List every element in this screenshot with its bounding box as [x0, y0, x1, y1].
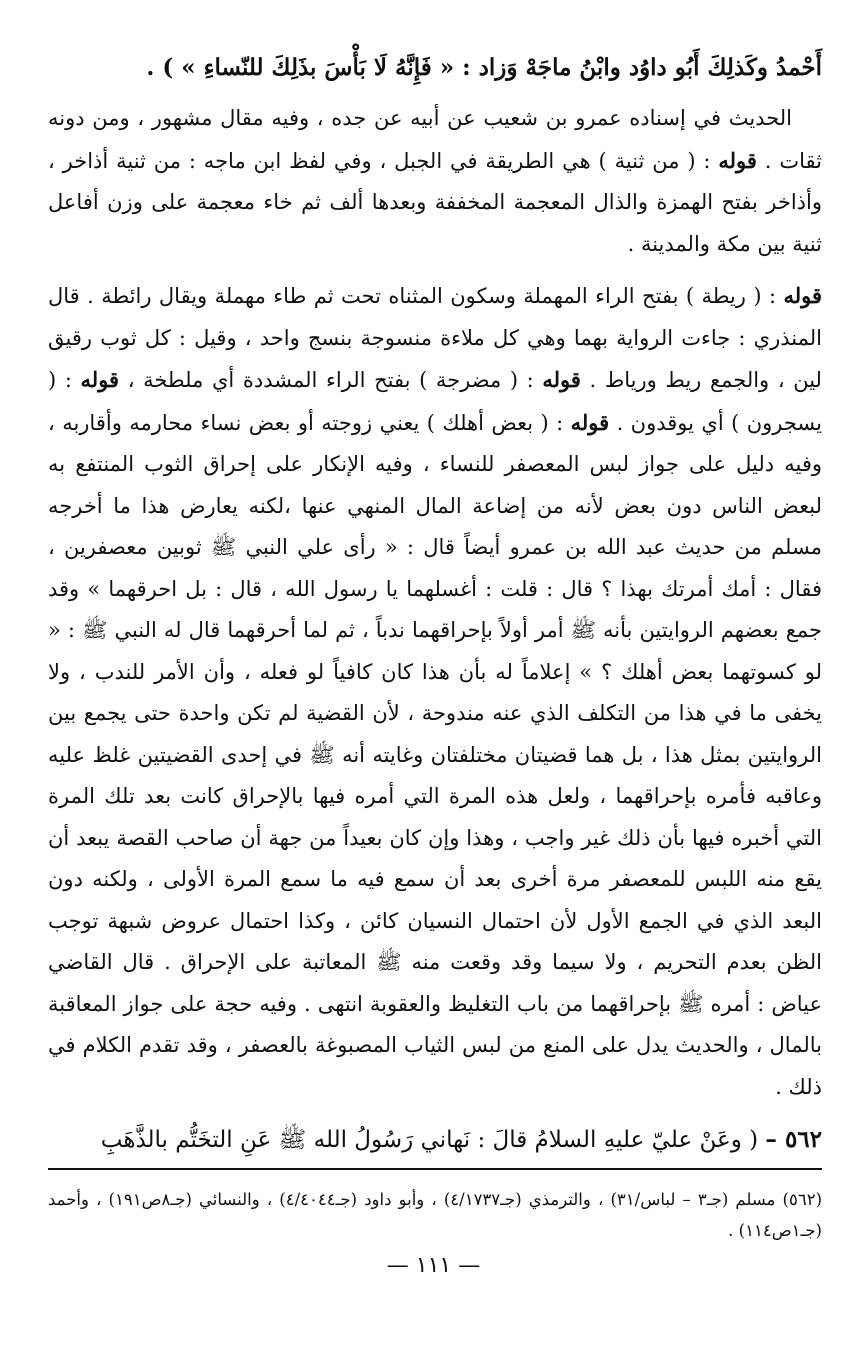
para1b-text: : ( من ثنية ) هي الطريقة في الجبل ، وفي لفظ ابن ماجه : من ثنية أذاخر ، وأذاخر بفتح الهمزة والذال المعجمة المخففة وبعدها ألف ثم خاء معجمة على وزن أفاعل ثنية بين مكة والمدينة . — [48, 148, 822, 256]
footnote: (٥٦٢) مسلم (جـ٣ – لباس/٣١) ، والترمذي (جـ٤/١٧٣٧) ، وأبو داود (جـ٤/٤٠٤٤) ، والنسائي (جـ٨ص١٩١) ، وأحمد (جـ١ص١١٤) . — [48, 1190, 822, 1240]
hadith-text: ( وعَنْ عليّ عليهِ السلامُ قالَ : نَهاني رَسُولُ الله ﷺ عَنِ التخَتُّم بالذَّهَبِ — [100, 1127, 759, 1153]
hadith-number: ٥٦٢ – — [765, 1126, 822, 1153]
keyword-qawluhu: قوله — [542, 367, 581, 392]
para2d-text: : ( بعض أهلك ) يعني زوجته أو بعض نساء محارمه وأقاربه ، وفيه دليل على جواز لبس المعصفر للنساء ، وفيه الإنكار على إحراق الثوب المنتفع به لبعض الناس دون بعض لأنه من إضاعة المال المنهي عنها ،لكنه يعارض هذا ما أخرجه مسلم من حديث عبد الله بن عمرو أيضاً قال : « رأى علي النبي ﷺ ثوبين معصفرين ، فقال : أمك أمرتك بهذا ؟ قال : قلت : أغسلهما يا رسول الله ، قال : بل احرقهما » وقد جمع بعضهم الروايتين بأنه ﷺ أمر أولاً بإحراقهما ندباً ، ثم لما أحرقهما قال له النبي ﷺ : « لو كسوتهما بعض أهلك ؟ » إعلاماً له بأن هذا كان كافياً لو فعله ، وأن الأمر للندب ، ولا يخفى ما في هذا من التكلف الذي عنه مندوحة ، لأن القضية لم تكن واحدة حتى يجمع بين الروايتين بمثل هذا ، بل هما قضيتان مختلفتان وغايته أنه ﷺ في إحدى القضيتين غلظ عليه وعاقبه فأمره بإحراقهما ، ولعل هذه المرة التي أمره فيها بالإحراق كانت بعد تلك المرة التي أخبره فيها بأن ذلك غير واجب ، وهذا وإن كان بعيداً من جهة أن صاحب القصة يبعد أن يقع منه اللبس للمعصفر مرة أخرى بعد أن سمع فيه ما سمع المرة الأولى ، ولكنه دون البعد الذي في الجمع الأول لأن احتمال النسيان كائن ، وكذا احتمال عروض شبهة توجب الظن بعدم التحريم ، ولا سيما وقد وقعت منه ﷺ المعاتبة على الإحراق . قال القاضي عياض : أمره ﷺ بإحراقهما من باب التغليظ والعقوبة انتهى . وفيه حجة على جواز المعاقبة بالمال ، والحديث يدل على المنع من لبس الثياب المصبوغة بالعصفر ، وقد تقدم الكلام في ذلك . — [48, 410, 822, 1099]
para1-text: الحديث في إسناده عمرو بن شعيب عن أبيه عن جده ، وفيه مقال مشهور ، ومن دونه ثقات . — [48, 106, 822, 173]
hadith-continuation-line: أَحْمدُ وكَذلِكَ أَبُو داوُد وابْنُ ماجَهْ وَزاد : « فَإِنَّهُ لَا بَأْسَ بذَلِكَ للنّساءِ » ) . — [146, 54, 822, 81]
para2b-text: : ( مضرجة ) بفتح الراء المشددة أي ملطخة ، — [127, 368, 534, 392]
para2c-text: : ( يسجرون ) أي يوقدون . — [48, 368, 822, 435]
page-number: — ١١١ — — [386, 1253, 481, 1278]
para2-text: : ( ريطة ) بفتح الراء المهملة وسكون المثناه تحت ثم طاء مهملة ويقال رائطة . قال المنذري : جاءت الرواية بهما وهي كل ملاءة منسوجة بنسج واحد ، وقيل : كل ثوب رقيق لين ، والجمع ريط ورياط . — [48, 284, 822, 392]
commentary-paragraph-1 — [48, 98, 822, 265]
keyword-qawluhu: قوله — [80, 367, 120, 392]
commentary-paragraph-2 — [48, 275, 822, 1108]
keyword-qawluhu: قوله — [570, 409, 610, 435]
hadith-562 — [48, 1120, 822, 1170]
keyword-qawluhu: قوله — [718, 147, 757, 173]
keyword-qawluhu: قوله — [783, 283, 822, 308]
